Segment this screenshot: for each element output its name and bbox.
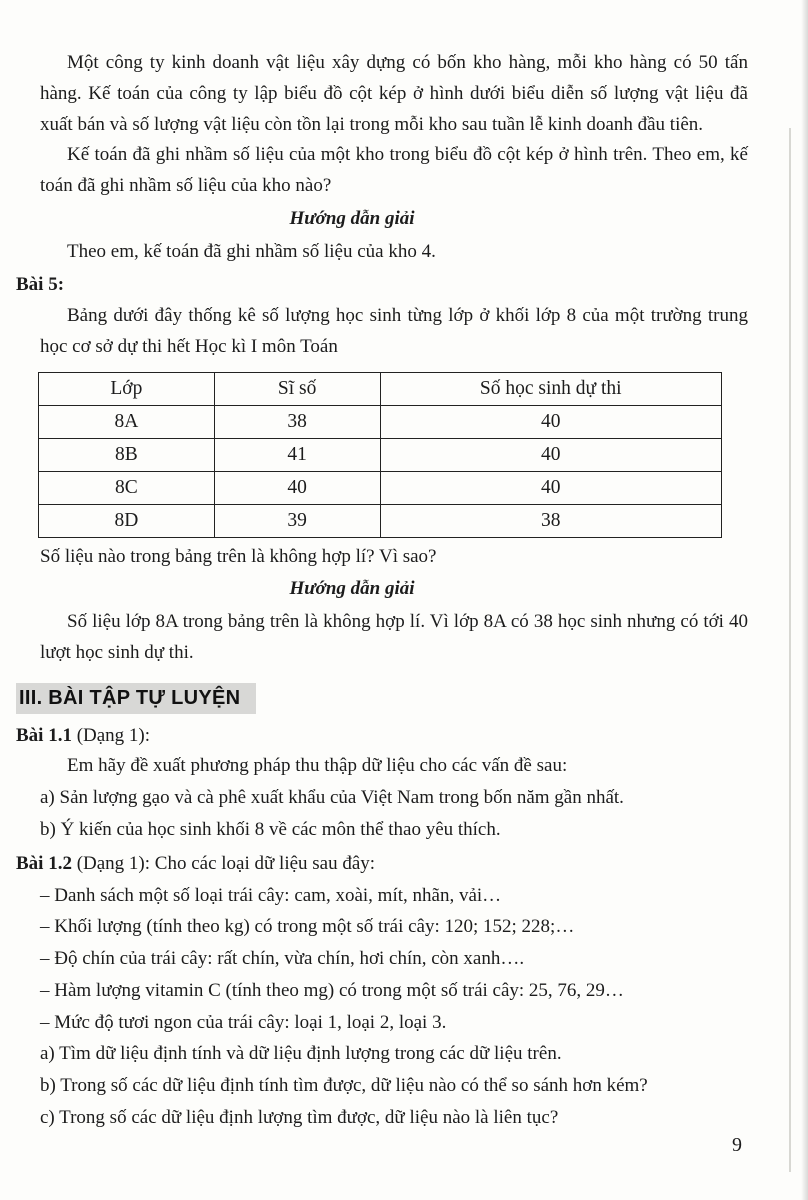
exercise-1-1-label-suffix: (Dạng 1): xyxy=(71,724,151,746)
exercise-1-1-label-text: Bài 1.1 xyxy=(16,724,72,746)
exercise-1-2-item: – Khối lượng (tính theo kg) có trong một số trái cây: 120; 152; 228;… xyxy=(40,916,575,938)
exercise-1-1-intro: Em hãy đề xuất phương pháp thu thập dữ liệu cho các vấn đề sau: xyxy=(67,755,568,777)
section-heading: III. BÀI TẬP TỰ LUYỆN xyxy=(16,683,256,714)
exercise-5-label-text: Bài 5: xyxy=(16,274,65,296)
table-cell: 38 xyxy=(380,504,722,537)
table-cell: 8A xyxy=(39,405,215,438)
exercise-1-1-part-a: a) Sản lượng gạo và cà phê xuất khẩu của Việt Nam trong bốn năm gần nhất. xyxy=(40,787,624,809)
problem-statement: Một công ty kinh doanh vật liệu xây dựng có bốn kho hàng, mỗi kho hàng có 50 tấn hàng. Kế toán của công ty lập biểu đồ cột kép ở hình dưới biểu diễn số lượng vật liệu đã xuất bán và số lượng vật liệu còn tồn lại trong mỗi kho sau tuần lễ kinh doanh đầu tiên. xyxy=(40,52,748,135)
exercise-5-label xyxy=(16,270,748,301)
exercise-1-2-part-b: b) Trong số các dữ liệu định tính tìm được, dữ liệu nào có thể so sánh hơn kém? xyxy=(40,1075,648,1097)
solution-heading-1: Hướng dẫn giải xyxy=(289,207,415,229)
problem-question: Kế toán đã ghi nhầm số liệu của một kho trong biểu đồ cột kép ở hình trên. Theo em, kế toán đã ghi nhầm số liệu của kho nào? xyxy=(40,144,748,197)
exercise-5-question: Số liệu nào trong bảng trên là không hợp lí? Vì sao? xyxy=(40,545,437,567)
solution-heading-2: Hướng dẫn giải xyxy=(289,578,415,600)
exercise-1-2-item: – Độ chín của trái cây: rất chín, vừa chín, hơi chín, còn xanh…. xyxy=(40,948,525,970)
exercise-1-2-label-suffix: (Dạng 1): Cho các loại dữ liệu sau đây: xyxy=(71,852,376,874)
section-heading-wrap xyxy=(16,683,748,714)
table-header-cell: Số học sinh dự thi xyxy=(380,372,722,405)
exercise-1-2-label-text: Bài 1.2 xyxy=(16,852,72,874)
table-header-cell: Sĩ số xyxy=(214,372,380,405)
page-number: 9 xyxy=(732,1134,742,1156)
exercise-1-2-part-c: c) Trong số các dữ liệu định lượng tìm được, dữ liệu nào là liên tục? xyxy=(40,1106,559,1128)
table-row xyxy=(39,471,722,504)
table-header-cell: Lớp xyxy=(39,372,215,405)
table-cell: 40 xyxy=(380,438,722,471)
table-row xyxy=(39,405,722,438)
scan-edge-line xyxy=(789,128,791,1172)
exercise-1-1-part-b: b) Ý kiến của học sinh khối 8 về các môn thể thao yêu thích. xyxy=(40,819,501,841)
table-cell: 40 xyxy=(214,471,380,504)
table-cell: 40 xyxy=(380,471,722,504)
table-cell: 41 xyxy=(214,438,380,471)
table-row xyxy=(39,504,722,537)
exercise-1-1-label xyxy=(16,721,748,752)
table-header-row xyxy=(39,372,722,405)
table-cell: 39 xyxy=(214,504,380,537)
exercise-1-2-part-a: a) Tìm dữ liệu định tính và dữ liệu định lượng trong các dữ liệu trên. xyxy=(40,1043,562,1065)
solution-text-2: Số liệu lớp 8A trong bảng trên là không hợp lí. Vì lớp 8A có 38 học sinh nhưng có tới 40 lượt học sinh dự thi. xyxy=(40,611,748,663)
table-row xyxy=(39,438,722,471)
table-cell: 8D xyxy=(39,504,215,537)
exercise-1-2-item: – Danh sách một số loại trái cây: cam, xoài, mít, nhãn, vải… xyxy=(40,884,502,906)
exercise-1-2-item: – Mức độ tươi ngon của trái cây: loại 1, loại 2, loại 3. xyxy=(40,1011,447,1033)
scan-edge-shade xyxy=(801,0,808,1200)
table-cell: 8B xyxy=(39,438,215,471)
table-cell: 8C xyxy=(39,471,215,504)
exercise-5-intro: Bảng dưới đây thống kê số lượng học sinh từng lớp ở khối lớp 8 của một trường trung học cơ sở dự thi hết Học kì I môn Toán xyxy=(40,305,748,357)
solution-text-1: Theo em, kế toán đã ghi nhầm số liệu của kho 4. xyxy=(67,240,436,262)
table-cell: 38 xyxy=(214,405,380,438)
exercise-1-2-label xyxy=(16,849,748,880)
class-statistics-table xyxy=(38,372,722,538)
table-cell: 40 xyxy=(380,405,722,438)
exercise-1-2-item: – Hàm lượng vitamin C (tính theo mg) có trong một số trái cây: 25, 76, 29… xyxy=(40,979,624,1001)
